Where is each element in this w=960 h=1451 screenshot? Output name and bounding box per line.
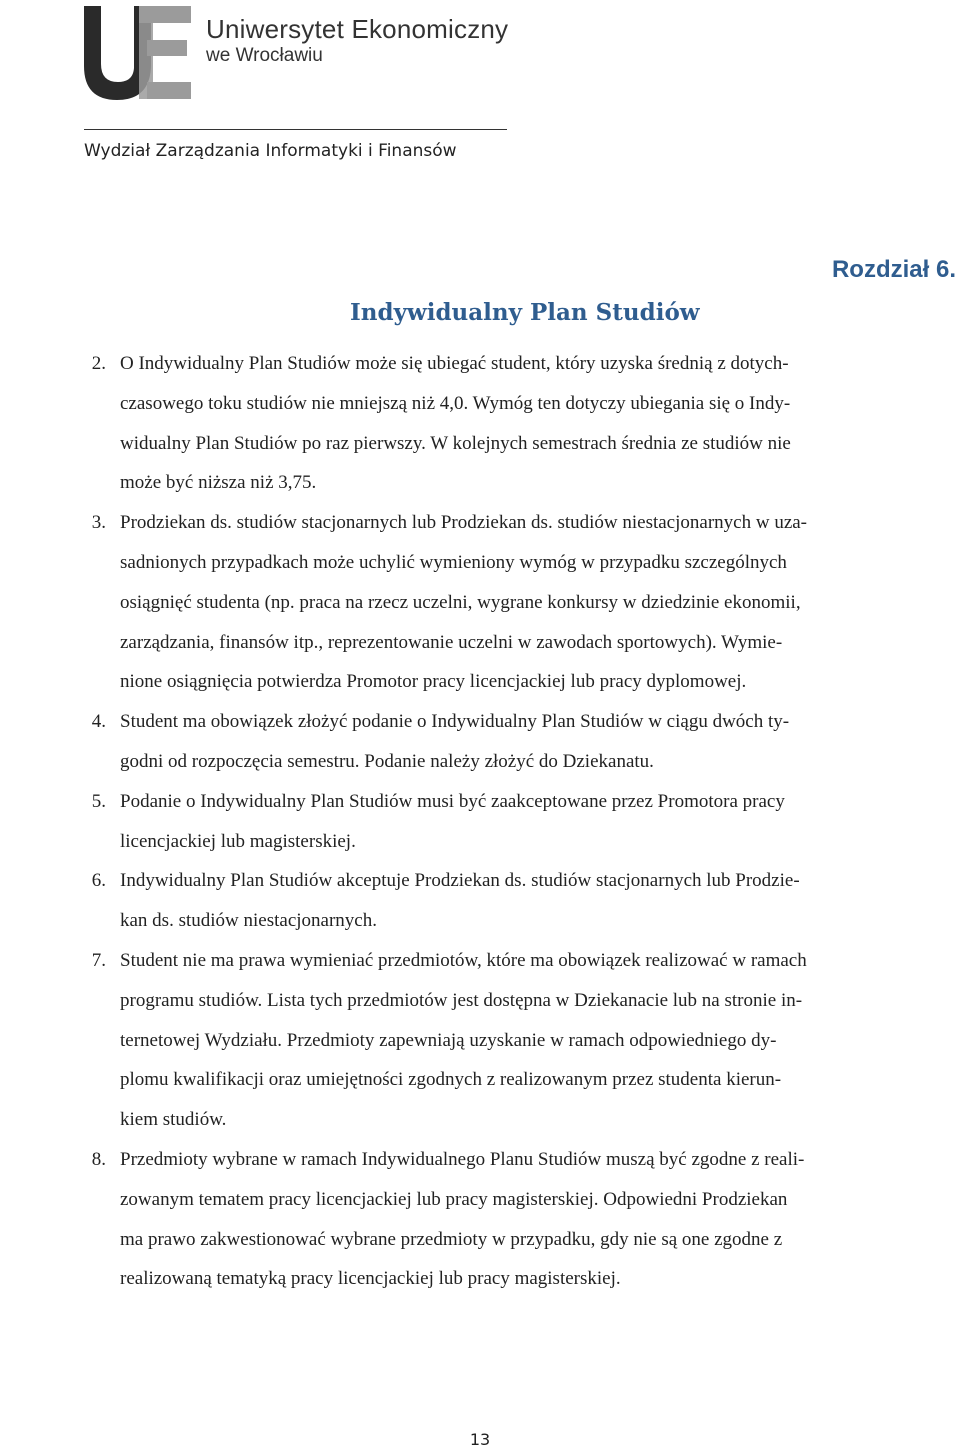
university-name-line1: Uniwersytet Ekonomiczny bbox=[206, 14, 509, 44]
list-item-line: godni od rozpoczęcia semestru. Podanie należy złożyć do Dziekanatu. bbox=[120, 750, 654, 772]
list-item-number: 6. bbox=[91, 870, 106, 892]
numbered-list bbox=[80, 344, 956, 1299]
page-number: 13 bbox=[469, 1430, 491, 1449]
list-item-line: Przedmioty wybrane w ramach Indywidualnego Planu Studiów muszą być zgodne z reali- bbox=[120, 1148, 805, 1170]
list-item-number: 4. bbox=[91, 711, 106, 733]
list-item-number: 5. bbox=[91, 790, 106, 812]
list-item-line: zowanym tematem pracy licencjackiej lub pracy magisterskiej. Odpowiedni Prodziekan bbox=[120, 1188, 788, 1210]
header-divider bbox=[84, 129, 507, 130]
list-item-line: osiągnięć studenta (np. praca na rzecz uczelni, wygrane konkursy w dziedzinie ekonomii, bbox=[120, 591, 801, 613]
list-item bbox=[80, 782, 956, 862]
list-item-number: 3. bbox=[91, 512, 106, 534]
list-item-line: Prodziekan ds. studiów stacjonarnych lub Prodziekan ds. studiów niestacjonarnych w uza- bbox=[120, 512, 808, 534]
list-item bbox=[80, 941, 956, 1140]
list-item-line: może być niższa niż 3,75. bbox=[120, 472, 317, 494]
list-item-line: Podanie o Indywidualny Plan Studiów musi być zaakceptowane przez Promotora pracy bbox=[120, 790, 785, 812]
list-item bbox=[80, 344, 956, 503]
list-item-number: 8. bbox=[91, 1148, 106, 1170]
list-item-line: realizowaną tematyką pracy licencjackiej lub pracy magisterskiej. bbox=[120, 1268, 621, 1290]
logo-letter-e-stem bbox=[139, 6, 153, 99]
list-item-line: sadnionych przypadkach może uchylić wymieniony wymóg w przypadku szczególnych bbox=[120, 551, 787, 573]
chapter-label: Rozdział 6. bbox=[831, 256, 956, 283]
list-item-line: plomu kwalifikacji oraz umiejętności zgodnych z realizowanym przez studenta kierun- bbox=[120, 1069, 782, 1091]
list-item-line: nione osiągnięcia potwierdza Promotor pracy licencjackiej lub pracy dyplomowej. bbox=[120, 671, 747, 693]
list-item bbox=[80, 861, 956, 941]
list-item bbox=[80, 503, 956, 702]
list-item bbox=[80, 1140, 956, 1299]
list-item-line: kiem studiów. bbox=[120, 1109, 227, 1131]
list-item-number: 7. bbox=[91, 949, 106, 971]
list-item-line: programu studiów. Lista tych przedmiotów jest dostępna w Dziekanacie lub na stronie in- bbox=[120, 989, 803, 1011]
list-item-line: kan ds. studiów niestacjonarnych. bbox=[120, 910, 377, 932]
list-item bbox=[80, 702, 956, 782]
section-title: Indywidualny Plan Studiów bbox=[350, 299, 700, 326]
university-logo bbox=[84, 6, 192, 100]
list-item-line: widualny Plan Studiów po raz pierwszy. W kolejnych semestrach średnia ze studiów nie bbox=[120, 432, 791, 454]
list-item-line: Student ma obowiązek złożyć podanie o Indywidualny Plan Studiów w ciągu dwóch ty- bbox=[120, 711, 790, 733]
faculty-name: Wydział Zarządzania Informatyki i Finansów bbox=[84, 141, 457, 161]
list-item-line: ternetowej Wydziału. Przedmioty zapewniają uzyskanie w ramach odpowiedniego dy- bbox=[120, 1029, 777, 1051]
list-item-line: czasowego toku studiów nie mniejszą niż 4,0. Wymóg ten dotyczy ubiegania się o Indy- bbox=[120, 392, 791, 414]
list-item-number: 2. bbox=[91, 353, 106, 374]
list-item-line: zarządzania, finansów itp., reprezentowanie uczelni w zawodach sportowych). Wymie- bbox=[120, 631, 783, 653]
list-item-line: ma prawo zakwestionować wybrane przedmioty w przypadku, gdy nie są one zgodne z bbox=[120, 1228, 783, 1250]
list-item-line: Student nie ma prawa wymieniać przedmiotów, które ma obowiązek realizować w ramach bbox=[120, 949, 807, 971]
list-item-line: licencjackiej lub magisterskiej. bbox=[120, 830, 356, 852]
list-item-line: O Indywidualny Plan Studiów może się ubiegać student, który uzyska średnią z dotych- bbox=[120, 353, 789, 374]
logo-letter-e-bar-bottom bbox=[147, 82, 191, 99]
university-name-line2: we Wrocławiu bbox=[206, 45, 323, 66]
list-item-line: Indywidualny Plan Studiów akceptuje Prodziekan ds. studiów stacjonarnych lub Prodzie- bbox=[120, 870, 800, 892]
